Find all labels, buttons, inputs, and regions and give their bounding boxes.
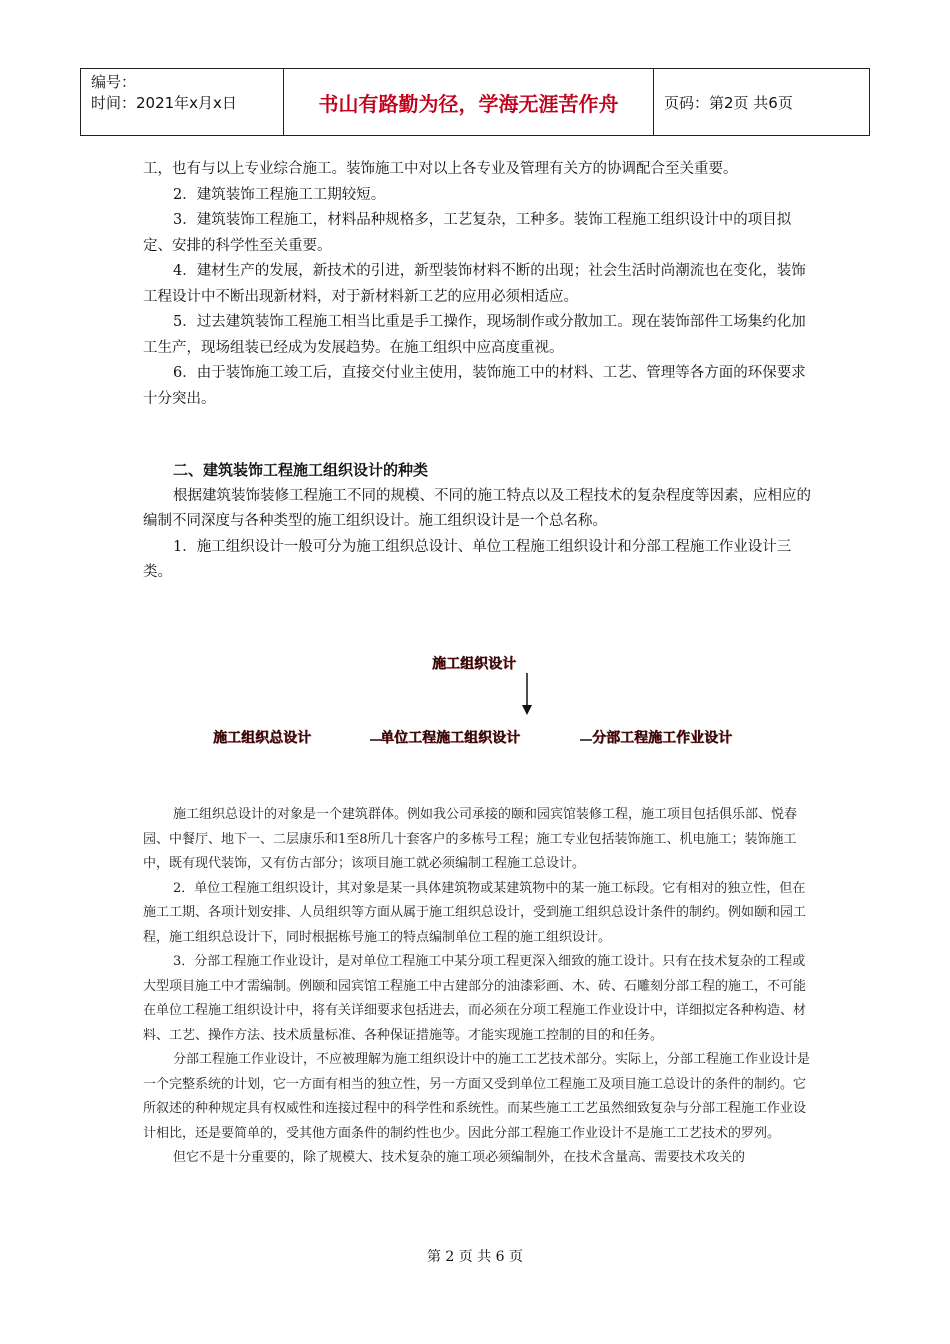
diagram-right-node: 分部工程施工作业设计: [592, 730, 732, 746]
diagram-left-node: 施工组织总设计: [213, 730, 311, 746]
diagram-top-node: 施工组织设计: [432, 656, 516, 672]
header-meta-cell: [81, 69, 284, 135]
paragraph: 1．施工组织设计一般可分为施工组织总设计、单位工程施工组织设计和分部工程施工作业设计三类。: [143, 538, 792, 580]
diagram-middle-node: 单位工程施工组织设计: [380, 730, 520, 746]
paragraph: 4．建材生产的发展，新技术的引进，新型装饰材料不断的出现；社会生活时尚潮流也在变化，装饰工程设计中不断出现新材料，对于新材料新工艺的应用必须相适应。: [143, 263, 806, 305]
paragraph: 5．过去建筑装饰工程施工相当比重是手工操作，现场制作或分散加工。现在装饰部件工场集约化加工生产，现场组装已经成为发展趋势。在施工组织中应高度重视。: [143, 314, 806, 356]
paragraph: 分部工程施工作业设计，不应被理解为施工组织设计中的施工工艺技术部分。实际上，分部工程施工作业设计是一个完整系统的计划，它一方面有相当的独立性，另一方面又受到单位工程施工及项目施工总设计的条件的制约。它所叙述的种种规定具有权威性和连接过程中的科学性和系统性。而某些施工工艺虽然细致复杂与分部工程施工作业设计相比，还是要简单的，受其他方面条件的制约性也少。因此分部工程施工作业设计不是施工工艺技术的罗列。: [143, 1052, 811, 1141]
header-table: [80, 68, 870, 136]
paragraph: 3．分部工程施工作业设计，是对单位工程施工中某分项工程更深入细致的施工设计。只有在技术复杂的工程或大型项目施工中才需编制。例颐和园宾馆工程施工中古建部分的油漆彩画、木、砖、石雕刻分部工程的施工，不可能在单位工程施工组织设计中，将有关详细要求包括进去，而必须在分项工程施工作业设计中，详细拟定各种构造、材料、工艺、操作方法、技术质量标准、各种保证措施等。才能实现施工控制的目的和任务。: [143, 954, 807, 1043]
paragraph: 2．建筑装饰工程施工工期较短。: [173, 186, 386, 203]
time-label: 时间：2021年x月x日: [91, 94, 237, 112]
paragraph: 工，也有与以上专业综合施工。装饰施工中对以上各专业及管理有关方的协调配合至关重要。: [143, 161, 738, 177]
paragraph: 6．由于装饰施工竣工后，直接交付业主使用，装饰施工中的材料、工艺、管理等各方面的环保要求十分突出。: [143, 365, 806, 407]
paragraph: 施工组织总设计的对象是一个建筑群体。例如我公司承接的颐和园宾馆装修工程，施工项目包括俱乐部、悦春园、中餐厅、地下一、二层康乐和1至8所几十套客户的多栋号工程；施工专业包括装饰施工、机电施工；装饰施工中，既有现代装饰，又有仿古部分；该项目施工就必须编制工程施工总设计。: [143, 807, 798, 871]
paragraph: 3．建筑装饰工程施工，材料品种规格多，工艺复杂，工种多。装饰工程施工组织设计中的项目拟定、安排的科学性至关重要。: [143, 212, 792, 254]
motto: 书山有路勤为径，学海无涯苦作舟: [284, 69, 654, 135]
section-title: 二、建筑装饰工程施工组织设计的种类: [173, 461, 429, 479]
classification-diagram: [200, 645, 760, 755]
section-2: [143, 458, 811, 586]
top-paragraphs: [143, 157, 811, 412]
page-footer: 第 2 页 共 6 页: [426, 1249, 524, 1265]
paragraph: 根据建筑装饰装修工程施工不同的规模、不同的施工特点以及工程技术的复杂程度等因素，应相应的编制不同深度与各种类型的施工组织设计。施工组织设计是一个总名称。: [143, 487, 811, 529]
page-info: 页码：第2页 共6页: [664, 93, 793, 112]
paragraph: 但它不是十分重要的，除了规模大、技术复杂的施工项必须编制外，在技术含量高、需要技术攻关的: [173, 1150, 746, 1165]
paragraph: 2．单位工程施工组织设计，其对象是某一具体建筑物或某建筑物中的某一施工标段。它有相对的独立性，但在施工工期、各项计划安排、人员组织等方面从属于施工组织总设计，受到施工组织总设计条件的制约。例如颐和园工程，施工组织总设计下，同时根据栋号施工的特点编制单位工程的施工组织设计。: [143, 880, 807, 945]
bottom-paragraphs: [143, 803, 811, 1171]
code-label: 编号：: [91, 73, 137, 91]
